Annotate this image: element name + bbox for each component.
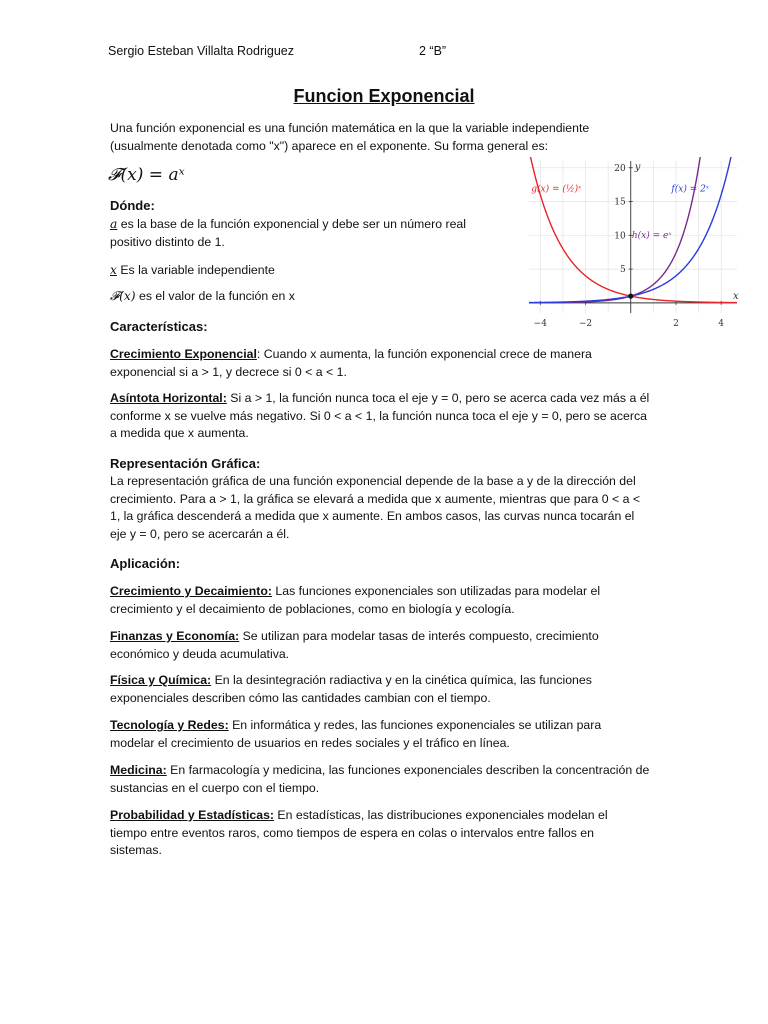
aplicacion-item (110, 717, 625, 752)
x-tick-label: 4 (718, 319, 725, 329)
donde-f-text: es el valor de la función en x (135, 289, 295, 303)
donde-heading: Dónde: (110, 198, 155, 213)
asintota-term: Asíntota Horizontal: (110, 391, 227, 405)
donde-a-definition (110, 216, 490, 251)
aplicacion-term: Medicina: (110, 763, 167, 777)
aplicacion-term: Tecnología y Redes: (110, 718, 229, 732)
aplicacion-term: Finanzas y Economía: (110, 629, 240, 643)
asintota-text: Si a > 1, la función nunca toca el eje y = 0, pero se acerca cada vez más a él conforme x se vuelve más negativo. Si 0 < a < 1, la función nunca toca el eje y = 0, pero se acerca a medida que x aumenta. (110, 391, 650, 440)
crecimiento-term: Crecimiento Exponencial (110, 347, 257, 361)
aplicacion-term: Probabilidad y Estadísticas: (110, 808, 275, 822)
x-tick-label: −2 (578, 319, 593, 329)
aplicacion-text: En la desintegración radiactiva y en la cinética química, las funciones exponenciales describen cómo las cantidades cambian con el tiempo. (110, 673, 592, 705)
page-title: Funcion Exponencial (293, 86, 475, 106)
grade-label: 2 “B” (419, 44, 447, 58)
donde-x-definition (110, 262, 490, 280)
aplicacion-text: Se utilizan para modelar tasas de interés compuesto, crecimiento económico y deuda acumulativa. (110, 629, 599, 661)
donde-f-definition (110, 288, 490, 306)
aplicacion-text: En informática y redes, las funciones exponenciales se utilizan para modelar el crecimiento de usuarios en redes sociales y el tráfico en línea. (110, 718, 602, 750)
series-line (529, 157, 731, 303)
representacion-paragraph: La representación gráfica de una función exponencial depende de la base a y de la dirección del crecimiento. Para a > 1, la gráfica se elevará a medida que x aumente, mientras que para 0 < a < 1, la gráfica descenderá a medida que x aumente. En ambos casos, las curvas nunca tocarán el eje y = 0, pero se acercarán a él. (110, 474, 641, 541)
aplicacion-term: Física y Química: (110, 673, 212, 687)
y-axis-label: y (634, 162, 641, 173)
aplicacion-item (110, 807, 625, 860)
caracteristicas-heading: Características: (110, 319, 208, 334)
series-line (530, 157, 737, 303)
series-line (529, 157, 700, 303)
aplicacion-item (110, 628, 625, 663)
y-tick-label: 10 (614, 231, 626, 242)
x-tick-label: 2 (673, 319, 679, 329)
aplicacion-text: En farmacología y medicina, las funciones exponenciales describen la concentración de sustancias en el cuerpo con el tiempo. (110, 763, 650, 795)
intro-paragraph: Una función exponencial es una función matemática en la que la variable independiente (usualmente denotada como "x") aparece en el exponente. Su forma general es: (110, 121, 590, 153)
var-x: x (110, 263, 117, 277)
asintota-paragraph (110, 390, 655, 443)
y-tick-label: 5 (620, 265, 626, 276)
donde-x-text: Es la variable independiente (116, 263, 275, 277)
intersection-point (628, 294, 633, 299)
var-a: a (110, 217, 118, 231)
crecimiento-paragraph (110, 346, 625, 381)
aplicacion-item (110, 762, 658, 797)
x-axis-label: x (733, 290, 739, 302)
y-tick-label: 15 (614, 197, 626, 208)
aplicacion-text: Las funciones exponenciales son utilizadas para modelar el crecimiento y el decaimiento de poblaciones, como en biología y ecología. (110, 584, 601, 616)
var-f: 𝓕(x) (110, 289, 136, 303)
x-tick-label: −4 (533, 319, 547, 329)
series-label: g(x) = (½)ˣ (531, 184, 582, 195)
exponential-functions-chart (523, 157, 743, 329)
aplicacion-text: En estadísticas, las distribuciones exponenciales modelan el tiempo entre eventos raros, como tiempos de espera en colas o intervalos entre fallos en sistemas. (110, 808, 608, 857)
general-formula: 𝓕(x) = aˣ (108, 165, 185, 185)
author-name: Sergio Esteban Villalta Rodriguez (108, 44, 294, 58)
aplicacion-item (110, 672, 625, 707)
y-tick-label: 20 (614, 163, 626, 174)
aplicacion-heading: Aplicación: (110, 556, 181, 571)
series-label: f(x) = 2ˣ (671, 184, 710, 195)
donde-a-text: es la base de la función exponencial y debe ser un número real positivo distinto de 1. (110, 217, 466, 249)
aplicacion-term: Crecimiento y Decaimiento: (110, 584, 272, 598)
series-label: h(x) = eˣ (631, 231, 672, 242)
crecimiento-text: : Cuando x aumenta, la función exponencial crece de manera exponencial si a > 1, y decrece si 0 < a < 1. (110, 347, 592, 379)
representacion-heading: Representación Gráfica: (110, 456, 261, 471)
aplicacion-item (110, 583, 625, 618)
